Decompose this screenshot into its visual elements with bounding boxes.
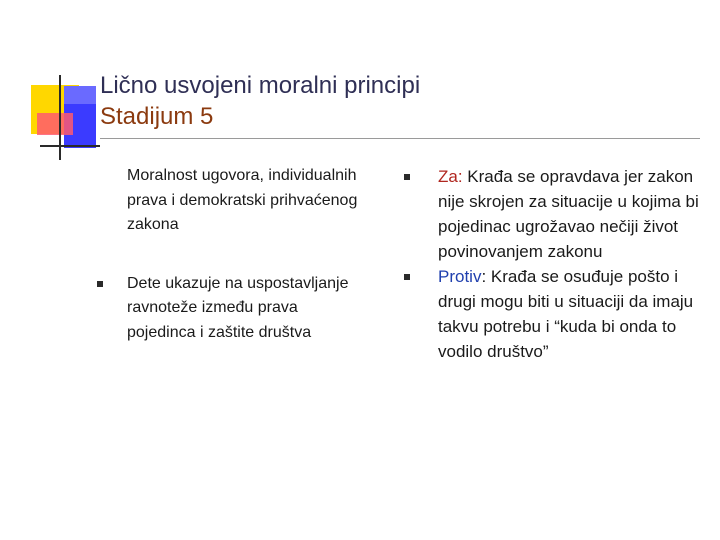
decor-vertical-line — [59, 75, 61, 160]
decor-horizontal-line — [40, 145, 100, 147]
protiv-text: : Krađa se osuđuje pošto i drugi mogu biti u situaciji da imaju takvu potrebu i “kuda bi onda to vodilo društvo” — [438, 267, 694, 361]
list-item — [95, 164, 360, 238]
slide-title — [100, 70, 700, 132]
protiv-label: Protiv — [438, 267, 482, 286]
list-item-protiv — [402, 264, 702, 364]
subtitle-line: Stadijum 5 — [100, 103, 214, 130]
za-label: Za: — [438, 167, 463, 186]
bullet-icon — [97, 281, 103, 287]
list-item-za — [402, 164, 702, 264]
title-line: Lično usvojeni moralni principi — [100, 72, 421, 99]
left-column — [95, 164, 360, 379]
za-text: Krađa se opravdava jer zakon nije skrojen za situacije u kojima bi pojedinac ugrožavao nečiji život povinovanjem zakonu — [438, 167, 699, 261]
list-item-text: Moralnost ugovora, individualnih prava i demokratski prihvaćenog zakona — [127, 167, 358, 233]
right-column — [402, 164, 702, 364]
list-item-text: Dete ukazuje na uspostavljanje ravnoteže između prava pojedinca i zaštite društva — [127, 274, 349, 341]
bullet-icon — [404, 174, 410, 180]
decor-blue-highlight — [64, 86, 96, 104]
title-underline — [100, 138, 700, 139]
list-item — [95, 272, 360, 346]
bullet-icon — [404, 274, 410, 280]
decor-red-square — [37, 113, 73, 135]
